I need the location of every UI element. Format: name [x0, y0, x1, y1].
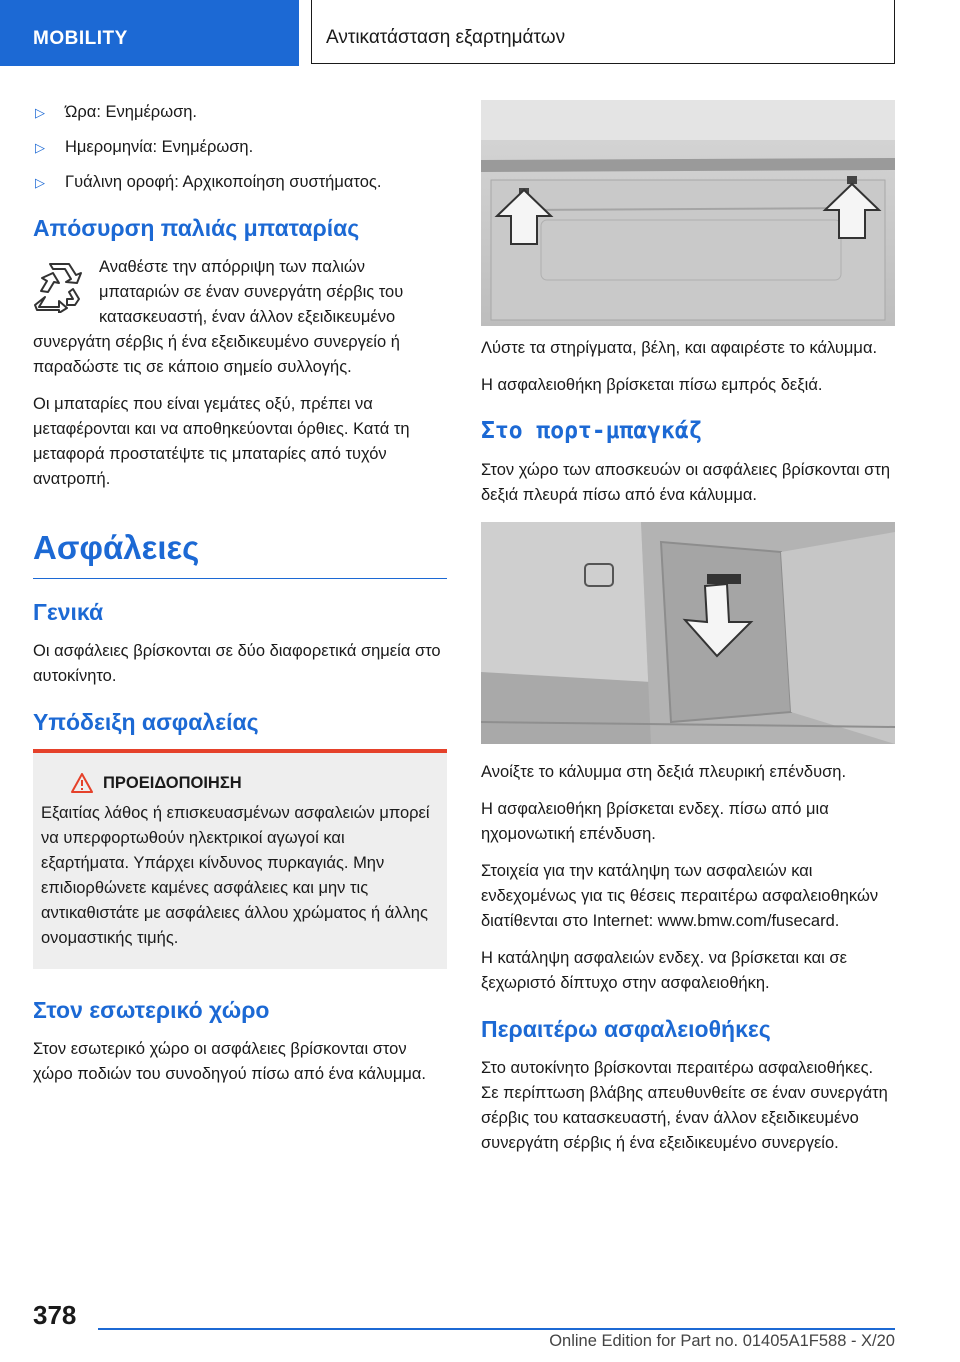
list-item	[33, 100, 447, 125]
recycle-text: Αναθέστε την απόρριψη των παλιών μπαταριών σε έναν συνεργάτη σέρβις του κατασκευαστή, έναν άλλον εξειδικευμένο συνεργάτη σέρβις ή ένα εξειδικευμένο συνεργείο ή παραδώστε τις σε κάποιο σημείο συλλογής.	[33, 258, 404, 376]
triangle-bullet-icon: ▷	[35, 175, 45, 190]
recycle-note	[33, 255, 447, 380]
photo2-caption: Ανοίξτε το κάλυμμα στη δεξιά πλευρική επένδυση.	[481, 763, 847, 781]
footer-edition[interactable]: Online Edition for Part no. 01405A1F588 - X/20	[549, 1332, 895, 1350]
heading-general: Γενικά	[33, 599, 104, 625]
fusebox-location-2: Η ασφαλειοθήκη βρίσκεται ενδεχ. πίσω από μια ηχομονωτική επένδυση.	[481, 800, 829, 843]
heading-interior: Στον εσωτερικό χώρο	[33, 997, 270, 1023]
warning-text: Εξαιτίας λάθος ή επισκευασμένων ασφαλειών μπορεί να υπερφορτωθούν ηλεκτρικοί αγωγοί και εξαρτήματα. Υπάρχει κίνδυνος πυρκαγιάς. Μην επιδιορθώνετε καμένες ασφάλειες και μην τις αντικαθιστάτε με ασφάλειες άλλου χρώματος ή άλλης ονομαστικής τιμής.	[41, 804, 430, 947]
glovebox-cover-photo	[481, 100, 895, 326]
right-column	[481, 100, 895, 1168]
general-text: Οι ασφάλειες βρίσκονται σε δύο διαφορετικά σημεία στο αυτοκίνητο.	[33, 642, 441, 685]
heading-remove-battery: Απόσυρση παλιάς μπαταρίας	[33, 215, 360, 241]
fusebox-location: Η ασφαλειοθήκη βρίσκεται πίσω εμπρός δεξιά.	[481, 376, 823, 394]
bullet-text: Γυάλινη οροφή: Αρχικοποίηση συστήματος.	[65, 173, 382, 191]
heading-fuses: Ασφάλειες	[33, 529, 200, 566]
warning-box	[33, 749, 447, 969]
bullet-text: Ώρα: Ενημέρωση.	[65, 103, 198, 121]
photo1-caption: Λύστε τα στηρίγματα, βέλη, και αφαιρέστε το κάλυμμα.	[481, 339, 878, 357]
footer-divider	[98, 1328, 895, 1330]
chapter-tab[interactable]: MOBILITY	[0, 0, 299, 66]
triangle-bullet-icon: ▷	[35, 140, 45, 155]
page-number: 378	[33, 1300, 77, 1330]
info-text: Στοιχεία για την κατάληψη των ασφαλειών και ενδεχομένως για τις θέσεις περαιτέρω ασφαλειοθηκών διατίθενται στο Internet: www.bmw.com/fusecard.	[481, 862, 879, 930]
warning-header	[41, 773, 433, 793]
interior-text: Στον εσωτερικό χώρο οι ασφάλειες βρίσκονται στον χώρο ποδιών του συνοδηγού πίσω από ένα κάλυμμα.	[33, 1040, 426, 1083]
triangle-bullet-icon: ▷	[35, 105, 45, 120]
recycle-icon	[33, 261, 85, 313]
warning-title: ΠΡΟΕΙΔΟΠΟΙΗΣΗ	[103, 773, 242, 792]
left-column	[33, 100, 447, 1099]
heading-safety-hint: Υπόδειξη ασφαλείας	[33, 709, 259, 735]
bullet-text: Ημερομηνία: Ενημέρωση.	[65, 138, 254, 156]
occupancy-text: Η κατάληψη ασφαλειών ενδεχ. να βρίσκεται και σε ξεχωριστό δίπτυχο στην ασφαλειοθήκη.	[481, 949, 847, 992]
battery-text: Οι μπαταρίες που είναι γεμάτες οξύ, πρέπει να μεταφέρονται και να αποθηκεύονται όρθιες. Κατά τη μεταφορά προστατέψτε τις μπαταρίες από τυχόν ανατροπή.	[33, 395, 410, 488]
warning-triangle-icon	[71, 773, 93, 793]
trunk-text: Στον χώρο των αποσκευών οι ασφάλειες βρίσκονται στη δεξιά πλευρά πίσω από ένα κάλυμμα.	[481, 461, 891, 504]
heading-more-fuseboxes: Περαιτέρω ασφαλειοθήκες	[481, 1016, 771, 1042]
section-title: Αντικατάσταση εξαρτημάτων	[311, 0, 895, 64]
trunk-cover-photo	[481, 522, 895, 744]
heading-trunk: Στο πορτ-μπαγκάζ	[481, 418, 703, 444]
page-header	[0, 0, 960, 66]
heading-divider	[33, 578, 447, 579]
list-item	[33, 170, 447, 195]
more-text: Στο αυτοκίνητο βρίσκονται περαιτέρω ασφαλειοθήκες. Σε περίπτωση βλάβης απευθυνθείτε σε έναν συνεργάτη σέρβις του κατασκευαστή, έναν άλλον εξειδικευμένο συνεργάτη σέρβις ή ένα εξειδικευμένο συνεργείο.	[481, 1059, 888, 1152]
list-item	[33, 135, 447, 160]
